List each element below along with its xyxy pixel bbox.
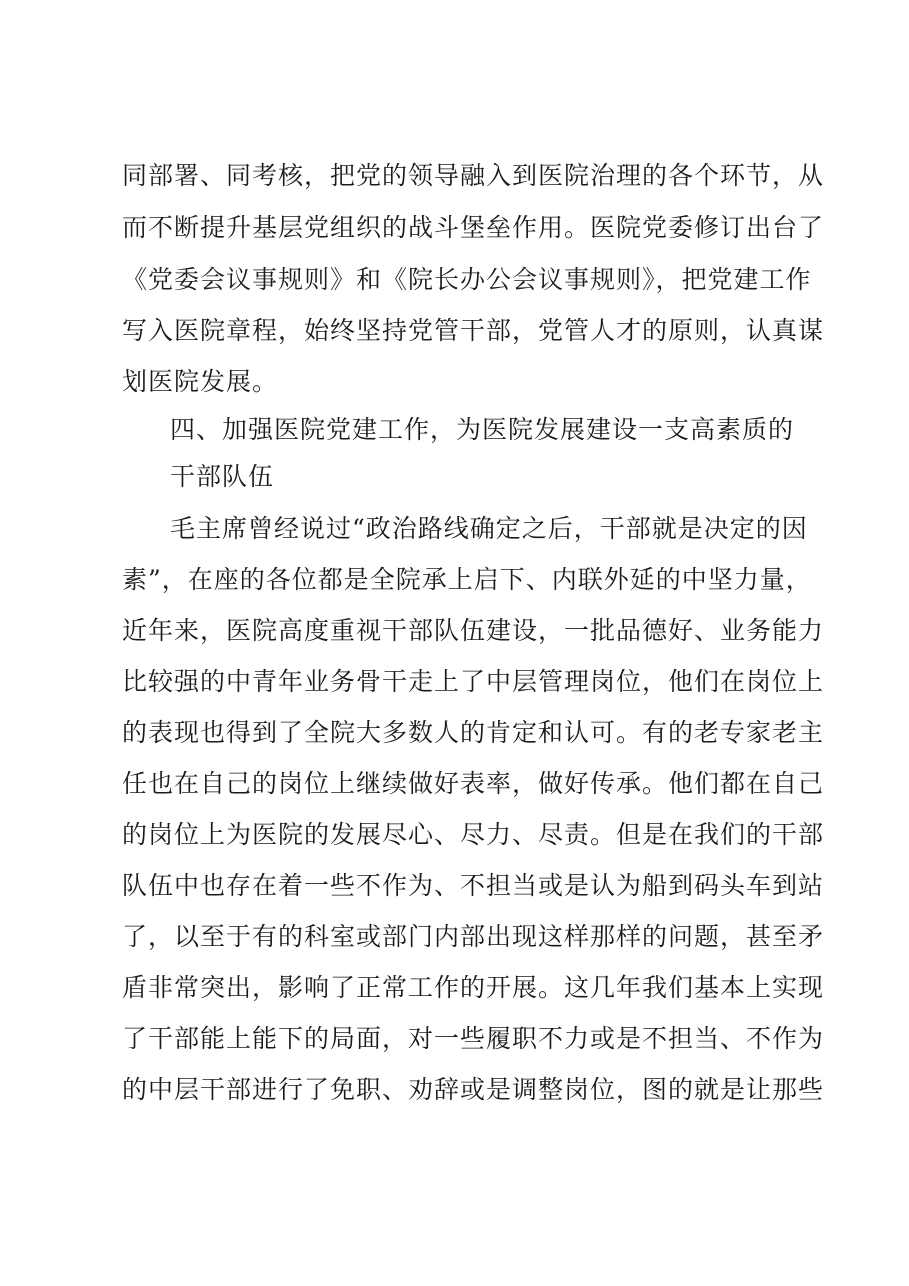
text-line: 的中层干部进行了免职、劝辞或是调整岗位，图的就是让那些 bbox=[122, 1075, 825, 1104]
text-line: 素”，在座的各位都是全院承上启下、内联外延的中坚力量， bbox=[122, 565, 812, 594]
text-line: 队伍中也存在着一些不作为、不担当或是认为船到码头车到站 bbox=[122, 871, 825, 900]
text-line: 划医院发展。 bbox=[122, 367, 279, 396]
text-line: 写入医院章程，始终坚持党管干部，党管人才的原则，认真谋 bbox=[122, 316, 825, 345]
text-line: 毛主席曾经说过“政治路线确定之后，干部就是决定的因 bbox=[170, 514, 808, 543]
text-line: 近年来，医院高度重视干部队伍建设，一批品德好、业务能力 bbox=[122, 616, 825, 645]
text-line: 比较强的中青年业务骨干走上了中层管理岗位，他们在岗位上 bbox=[122, 667, 825, 696]
text-line: 的表现也得到了全院大多数人的肯定和认可。有的老专家老主 bbox=[122, 718, 825, 747]
text-line: 同部署、同考核，把党的领导融入到医院治理的各个环节，从 bbox=[122, 161, 825, 190]
text-line: 任也在自己的岗位上继续做好表率，做好传承。他们都在自己 bbox=[122, 769, 825, 798]
text-line: 而不断提升基层党组织的战斗堡垒作用。医院党委修订出台了 bbox=[122, 213, 825, 242]
text-line: 了干部能上能下的局面，对一些履职不力或是不担当、不作为 bbox=[122, 1024, 825, 1053]
text-line: 了，以至于有的科室或部门内部出现这样那样的问题，甚至矛 bbox=[122, 922, 825, 951]
text-line: 盾非常突出，影响了正常工作的开展。这几年我们基本上实现 bbox=[122, 973, 825, 1002]
section-heading-line: 四、加强医院党建工作，为医院发展建设一支高素质的 bbox=[170, 415, 795, 444]
text-line: 《党委会议事规则》和《院长办公会议事规则》，把党建工作 bbox=[122, 265, 812, 294]
text-line: 的岗位上为医院的发展尽心、尽力、尽责。但是在我们的干部 bbox=[122, 820, 825, 849]
section-heading-line: 干部队伍 bbox=[170, 462, 275, 491]
